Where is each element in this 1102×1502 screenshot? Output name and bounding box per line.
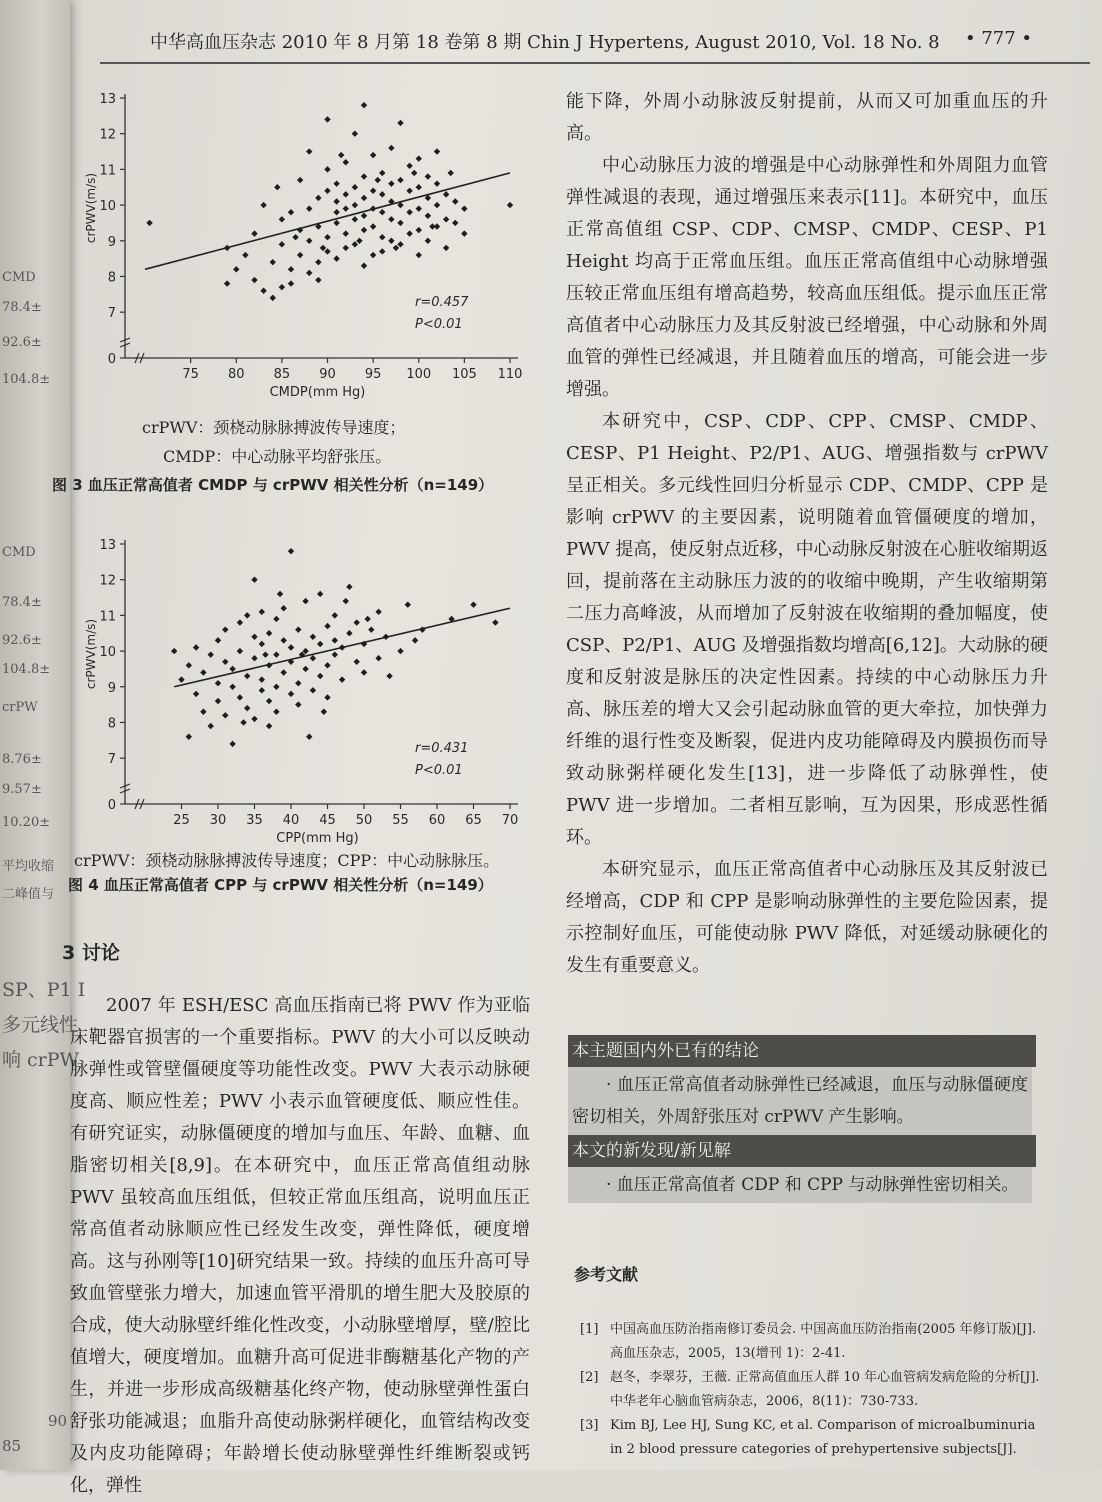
data-point (406, 163, 412, 169)
data-point (229, 684, 235, 690)
y-tick-label: 8 (107, 716, 116, 732)
data-point (277, 591, 283, 597)
data-point (343, 191, 349, 197)
data-point (368, 626, 374, 632)
p-value: P<0.01 (415, 763, 463, 778)
data-point (352, 130, 358, 136)
figure3-note-line2: CMDP：中心动脉平均舒张压。 (163, 447, 392, 466)
data-point (507, 202, 513, 208)
data-point (470, 601, 476, 607)
data-point (397, 648, 403, 654)
x-tick-label: 50 (355, 813, 373, 828)
data-point (310, 655, 316, 661)
data-point (306, 238, 312, 244)
data-point (222, 659, 228, 665)
sliver-fragment: 92.6± (2, 633, 42, 648)
sliver-fragment: 104.8± (2, 372, 51, 387)
reference-item (580, 1414, 1040, 1462)
data-point (302, 598, 308, 604)
new-findings-heading: 本文的新发现/新见解 (568, 1135, 1036, 1167)
sliver-fragment: 104.8± (2, 662, 51, 677)
data-point (260, 202, 266, 208)
data-point (425, 173, 431, 179)
discussion-paragraph (70, 990, 530, 1502)
data-point (200, 709, 206, 715)
sliver-fragment: 78.4± (2, 300, 42, 315)
data-point (379, 248, 385, 254)
sliver-fragment: crPW (2, 700, 38, 715)
data-point (317, 673, 323, 679)
data-point (317, 591, 323, 597)
data-point (339, 644, 345, 650)
sliver-fragment: 78.4± (2, 595, 42, 610)
data-point (215, 637, 221, 643)
y-tick-label: 10 (99, 199, 116, 215)
data-point (324, 662, 330, 668)
figure4-scatter-chart (70, 532, 530, 846)
sliver-fragment: 8.76± (2, 752, 42, 767)
reference-text: Kim BJ, Lee HJ, Sung KC, et al. Comparison of microalbuminuria in 2 blood pressure categories of prehypertensive subjects[J]. (610, 1418, 1036, 1457)
p-value: P<0.01 (415, 317, 463, 332)
data-point (352, 202, 358, 208)
data-point (237, 648, 243, 654)
data-point (412, 637, 418, 643)
data-point (354, 659, 360, 665)
data-point (306, 148, 312, 154)
y-tick-label: 7 (107, 752, 116, 768)
x-tick-label: 80 (227, 367, 245, 382)
discussion-text: 2007 年 ESH/ESC 高血压指南已将 PWV 作为亚临床靶器官损害的一个重要指标。PWV 的大小可以反映动脉弹性或管壁僵硬度等功能性改变。PWV 大表示动脉硬度高、顺应性差；PWV 小表示血管硬度低、顺应性佳。有研究证实，动脉僵硬度的增加与血压、年龄、血糖、血脂密切相关[8,9]。在本研究中，血压正常高值组动脉 PWV 虽较高血压组低，但较正常血压组高，说明血压正常高值者动脉顺应性已经发生改变，弹性降低，硬度增高。这与孙刚等[10]研究结果一致。持续的血压升高可导致血管壁张力增大，加速血管平滑肌的增生肥大及胶原的合成，使大动脉壁纤维化性改变，小动脉壁增厚，壁/腔比值增大，硬度增加。血糖升高可促进非酶糖基化产物的产生，并进一步形成高级糖基化终产物，使动脉壁弹性蛋白舒张功能减退；血脂升高使动脉粥样硬化，血管结构改变及内皮功能障碍；年龄增长使动脉壁弹性纤维断裂或钙化，弹性 (70, 995, 530, 1496)
y-tick-label: 9 (107, 234, 116, 250)
data-point (295, 626, 301, 632)
data-point (447, 170, 453, 176)
reference-text: 赵冬，李翠芬，王薇. 正常高值血压人群 10 年心血管病发病危险的分析[J]. 中华老年心脑血管病杂志，2006，8(11)：730-733. (610, 1370, 1040, 1409)
data-point (171, 648, 177, 654)
data-point (346, 630, 352, 636)
figure4-note: crPWV：颈桡动脉脉搏波传导速度；CPP：中心动脉脉压。 (74, 851, 500, 870)
references-title: 参考文献 (574, 1265, 639, 1284)
data-point (375, 609, 381, 615)
x-axis-label: CMDP(mm Hg) (269, 385, 366, 400)
data-point (356, 238, 362, 244)
data-point (251, 655, 257, 661)
data-point (259, 641, 265, 647)
data-point (339, 676, 345, 682)
data-point (259, 687, 265, 693)
data-point (434, 202, 440, 208)
data-point (178, 676, 184, 682)
x-tick-label: 30 (209, 813, 227, 828)
y-axis-label: crPWV(m/s) (84, 172, 98, 244)
data-point (383, 634, 389, 640)
x-tick-label: 55 (392, 813, 409, 828)
data-point (324, 248, 330, 254)
data-point (343, 205, 349, 211)
data-point (397, 177, 403, 183)
data-point (208, 723, 214, 729)
reference-number: [2] (580, 1370, 599, 1385)
y-tick-label: 11 (99, 609, 116, 625)
data-point (452, 220, 458, 226)
figure3-scatter-chart (70, 86, 530, 400)
y-tick-label: 0 (107, 352, 116, 367)
data-point (302, 666, 308, 672)
data-point (443, 216, 449, 222)
known-conclusions-text: · 血压正常高值者动脉弹性已经减退，血压与动脉僵硬度密切相关，外周舒张压对 crPWV 产生影响。 (572, 1075, 1028, 1127)
data-point (260, 288, 266, 294)
data-point (306, 270, 312, 276)
x-axis-label: CPP(mm Hg) (276, 831, 359, 846)
data-point (262, 651, 268, 657)
y-axis-label: crPWV(m/s) (84, 618, 98, 690)
y-tick-label: 8 (107, 270, 116, 286)
data-point (306, 734, 312, 740)
data-point (281, 605, 287, 611)
data-point (333, 180, 339, 186)
data-point (224, 245, 230, 251)
data-point (266, 662, 272, 668)
data-point (237, 619, 243, 625)
data-point (332, 612, 338, 618)
data-point (273, 616, 279, 622)
data-point (364, 616, 370, 622)
data-point (324, 166, 330, 172)
data-point (251, 716, 257, 722)
data-point (354, 619, 360, 625)
reference-number: [3] (580, 1418, 599, 1433)
data-point (200, 669, 206, 675)
data-point (244, 612, 250, 618)
data-point (343, 230, 349, 236)
data-point (324, 234, 330, 240)
sliver-fragment: CMD (2, 270, 36, 285)
known-conclusions-heading: 本主题国内外已有的结论 (568, 1035, 1036, 1067)
data-point (259, 676, 265, 682)
data-point (361, 173, 367, 179)
data-point (273, 709, 279, 715)
data-point (244, 705, 250, 711)
data-point (251, 230, 257, 236)
x-tick-label: 65 (465, 813, 482, 828)
data-point (324, 694, 330, 700)
data-point (224, 280, 230, 286)
data-point (397, 120, 403, 126)
x-tick-label: 70 (501, 813, 519, 828)
data-point (333, 209, 339, 215)
y-tick-label: 13 (99, 538, 116, 553)
data-point (266, 698, 272, 704)
data-point (370, 223, 376, 229)
data-point (242, 252, 248, 258)
sliver-fragment: 平均收缩 (2, 859, 55, 874)
data-point (251, 634, 257, 640)
data-point (388, 216, 394, 222)
data-point (208, 651, 214, 657)
data-point (370, 205, 376, 211)
data-point (370, 188, 376, 194)
journal-line: 中华高血压杂志 2010 年 8 月第 18 卷第 8 期 Chin J Hypertens, August 2010, Vol. 18 No. 8 (150, 32, 940, 53)
data-point (279, 216, 285, 222)
data-point (215, 698, 221, 704)
data-point (338, 152, 344, 158)
data-point (297, 252, 303, 258)
x-tick-label: 25 (173, 813, 190, 828)
reference-item (580, 1366, 1040, 1414)
data-point (393, 245, 399, 251)
page-number: • 777 • (965, 28, 1033, 49)
data-point (388, 180, 394, 186)
y-tick-label: 0 (107, 798, 116, 813)
x-tick-label: 95 (364, 367, 382, 382)
data-point (281, 637, 287, 643)
data-point (259, 609, 265, 615)
data-point (233, 266, 239, 272)
x-tick-label: 35 (246, 813, 263, 828)
data-point (288, 644, 294, 650)
data-point (244, 673, 250, 679)
data-point (146, 220, 152, 226)
data-point (315, 277, 321, 283)
adjacent-page-sliver (0, 0, 86, 1470)
data-point (361, 213, 367, 219)
data-point (279, 284, 285, 290)
paragraph-correlation: 本研究中，CSP、CDP、CPP、CMSP、CMDP、CESP、P1 Height、P2/P1、AUG、增强指数与 crPWV 呈正相关。多元线性回归分析显示 CDP、CMDP、CPP 是影响 crPWV 的主要因素，说明随着血管僵硬度的增加，PWV 提高，使反射点近移，中心动脉反射波在心脏收缩期返回，提前落在主动脉压力波的的收缩中晚期，产生收缩期第二压力高峰波，从而增加了反射波在收缩期的叠加幅度，使 CSP、P2/P1、AUG 及增强指数均增高[6,12]。大动脉的硬度和反射波是脉压的决定性因素。持续的中心动脉压力升高、脉压差的增大又会引起动脉血管的更大牵拉，加快弹力纤维的退行性变及断裂，促进内皮功能障碍及内膜损伤而导致动脉粥样硬化发生[13]，进一步降低了动脉弹性，使 PWV 进一步增加。二者相互影响，互为因果，形成恶性循环。 (566, 411, 1048, 848)
data-point (416, 184, 422, 190)
sliver-fragment: 二峰值与 (2, 887, 55, 902)
known-conclusions-body (568, 1067, 1032, 1135)
data-point (352, 216, 358, 222)
data-point (315, 195, 321, 201)
data-point (186, 662, 192, 668)
x-tick-label: 85 (273, 367, 291, 382)
y-tick-label: 11 (99, 163, 116, 179)
data-point (333, 198, 339, 204)
reference-number: [1] (580, 1322, 599, 1337)
data-point (288, 691, 294, 697)
data-point (229, 741, 235, 747)
data-point (416, 227, 422, 233)
intro-paragraph: 能下降，外周小动脉波反射提前，从而又可加重血压的升高。 (566, 91, 1048, 144)
data-point (324, 116, 330, 122)
data-point (361, 195, 367, 201)
data-point (379, 191, 385, 197)
data-point (222, 626, 228, 632)
data-point (315, 259, 321, 265)
data-point (352, 184, 358, 190)
data-point (215, 680, 221, 686)
data-point (416, 155, 422, 161)
data-point (370, 152, 376, 158)
reference-item (580, 1318, 1040, 1366)
data-point (429, 223, 435, 229)
data-point (297, 177, 303, 183)
data-point (452, 198, 458, 204)
data-point (251, 277, 257, 283)
data-point (361, 102, 367, 108)
data-point (251, 576, 257, 582)
data-point (229, 666, 235, 672)
data-point (333, 255, 339, 261)
y-tick-label: 12 (99, 127, 116, 143)
x-tick-label: 45 (319, 813, 336, 828)
data-point (332, 637, 338, 643)
data-point (416, 252, 422, 258)
data-point (281, 669, 287, 675)
data-point (361, 669, 367, 675)
data-point (411, 170, 417, 176)
data-point (416, 205, 422, 211)
sliver-fragment: 90 (48, 1412, 68, 1430)
sliver-fragment: 响 crPW (2, 1049, 80, 1071)
data-point (397, 220, 403, 226)
data-point (288, 266, 294, 272)
data-point (406, 230, 412, 236)
data-point (375, 655, 381, 661)
data-point (343, 598, 349, 604)
x-tick-label: 105 (451, 367, 477, 382)
data-point (324, 188, 330, 194)
data-point (266, 723, 272, 729)
correlation-coefficient: r=0.431 (415, 741, 469, 756)
data-point (388, 238, 394, 244)
data-point (379, 234, 385, 240)
data-point (361, 263, 367, 269)
data-point (295, 701, 301, 707)
x-tick-label: 75 (182, 367, 199, 382)
data-point (346, 584, 352, 590)
reference-text: 中国高血压防治指南修订委员会. 中国高血压防治指南(2005 年修订版)[J]. 高血压杂志，2005，13(增刊 1)：2-41. (610, 1322, 1037, 1361)
data-point (222, 712, 228, 718)
data-point (288, 209, 294, 215)
right-column-text (566, 86, 1048, 982)
y-tick-label: 10 (99, 645, 116, 661)
data-point (288, 280, 294, 286)
figure3-title: 图 3 血压正常高值者 CMDP 与 crPWV 相关性分析（n=149） (52, 476, 494, 494)
x-tick-label: 110 (497, 367, 523, 382)
new-findings-body (568, 1167, 1032, 1203)
y-tick-label: 13 (99, 92, 116, 107)
new-findings-text: · 血压正常高值者 CDP 和 CPP 与动脉弹性密切相关。 (606, 1175, 1019, 1195)
data-point (461, 230, 467, 236)
data-point (266, 630, 272, 636)
correlation-coefficient: r=0.457 (415, 295, 469, 310)
data-point (434, 180, 440, 186)
data-point (405, 601, 411, 607)
data-point (370, 252, 376, 258)
data-point (237, 694, 243, 700)
data-point (361, 227, 367, 233)
y-tick-label: 7 (107, 306, 116, 322)
paragraph-central-pressure: 中心动脉压力波的增强是中心动脉弹性和外周阻力血管弹性减退的表现，通过增强压来表示[11]。本研究中，血压正常高值组 CSP、CDP、CMSP、CMDP、CESP、P1 Height 均高于正常血压组。血压正常高值组中心动脉增强压较正常血压组有增高趋势，较高血压组低。提示血压正常高值者中心动脉压力及其反射波已经增强，中心动脉和外周血管的弹性已经减退，并且随着血压的增高，可能会进一步增强。 (566, 155, 1048, 400)
header-rule (100, 62, 1090, 64)
data-point (374, 177, 380, 183)
data-point (310, 634, 316, 640)
data-point (274, 184, 280, 190)
data-point (492, 619, 498, 625)
data-point (397, 241, 403, 247)
data-point (292, 234, 298, 240)
data-point (324, 623, 330, 629)
x-tick-label: 100 (406, 367, 432, 382)
sliver-fragment: 多元线性 (2, 1014, 79, 1036)
discussion-heading: 3 讨论 (62, 942, 120, 964)
data-point (332, 651, 338, 657)
data-point (273, 684, 279, 690)
sliver-fragment: SP、P1 I (2, 979, 86, 1001)
data-point (343, 245, 349, 251)
data-point (321, 709, 327, 715)
data-point (193, 644, 199, 650)
data-point (352, 241, 358, 247)
y-tick-label: 9 (107, 680, 116, 696)
data-point (425, 238, 431, 244)
data-point (279, 241, 285, 247)
data-point (406, 188, 412, 194)
data-point (310, 687, 316, 693)
x-tick-label: 90 (319, 367, 336, 382)
data-point (388, 145, 394, 151)
figure3-note-line1: crPWV：颈桡动脉脉搏波传导速度； (142, 418, 406, 437)
data-point (386, 673, 392, 679)
sliver-fragment: 85 (2, 1437, 22, 1455)
data-point (317, 641, 323, 647)
x-tick-label: 60 (428, 813, 446, 828)
sliver-fragment: 10.20± (2, 815, 51, 830)
data-point (425, 213, 431, 219)
figure4-title: 图 4 血压正常高值者 CPP 与 crPWV 相关性分析（n=149） (68, 876, 493, 894)
data-point (306, 205, 312, 211)
data-point (273, 651, 279, 657)
sliver-fragment: 92.6± (2, 335, 42, 350)
data-point (434, 148, 440, 154)
data-point (379, 209, 385, 215)
data-point (193, 691, 199, 697)
data-point (343, 159, 349, 165)
data-point (270, 295, 276, 301)
data-point (320, 245, 326, 251)
data-point (270, 259, 276, 265)
data-point (443, 245, 449, 251)
sliver-fragment: 9.57± (2, 782, 42, 797)
data-point (333, 220, 339, 226)
running-header (150, 28, 1050, 54)
data-point (295, 680, 301, 686)
sliver-fragment: CMD (2, 545, 36, 560)
x-tick-label: 40 (282, 813, 300, 828)
data-point (240, 719, 246, 725)
data-point (379, 170, 385, 176)
data-point (288, 548, 294, 554)
y-tick-label: 12 (99, 573, 116, 589)
data-point (443, 191, 449, 197)
data-point (406, 209, 412, 215)
data-point (461, 205, 467, 211)
paragraph-conclusion: 本研究显示，血压正常高值者中心动脉压及其反射波已经增高，CDP 和 CPP 是影响动脉弹性的主要危险因素，提示控制好血压，可能使动脉 PWV 降低，对延缓动脉硬化的发生有重要意义。 (566, 859, 1048, 976)
data-point (186, 734, 192, 740)
